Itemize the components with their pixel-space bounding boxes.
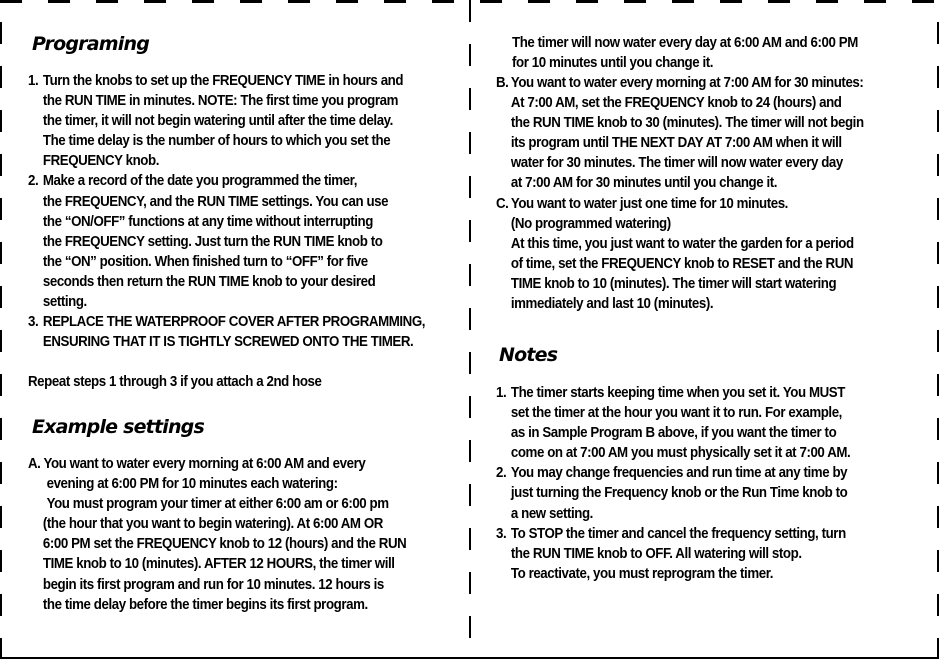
example-label: B. bbox=[496, 75, 509, 91]
example-line: You must program your timer at either 6:00 am or 6:00 pm bbox=[46, 496, 389, 513]
example-line: immediately and last 10 (minutes). bbox=[510, 296, 714, 313]
example-line: the RUN TIME knob to 30 (minutes). The timer will not begin bbox=[510, 115, 864, 132]
example-line: At 7:00 AM, set the FREQUENCY knob to 24 (hours) and bbox=[510, 95, 842, 112]
example-line: 6:00 PM set the FREQUENCY knob to 12 (hours) and the RUN bbox=[42, 536, 407, 553]
programing-heading: Programing bbox=[32, 33, 149, 55]
example-a-continued bbox=[512, 33, 858, 73]
step-3 bbox=[28, 312, 425, 352]
note-line: The timer starts keeping time when you set it. You MUST bbox=[510, 385, 845, 401]
example-line: You want to water every morning at 7:00 AM for 30 minutes: bbox=[510, 75, 864, 91]
step-line: Make a record of the date you programmed the timer, bbox=[42, 173, 357, 190]
step-line: the FREQUENCY setting. Just turn the RUN TIME knob to bbox=[42, 233, 383, 250]
step-line: the timer, it will not begin watering until after the time delay. bbox=[42, 113, 393, 130]
example-line: At this time, you just want to water the garden for a period bbox=[510, 235, 854, 252]
example-line: TIME knob to 10 (minutes). The timer will start watering bbox=[510, 275, 837, 292]
repeat-note: Repeat steps 1 through 3 if you attach a 2nd hose bbox=[28, 374, 322, 390]
step-line: the “ON/OFF” functions at any time without interrupting bbox=[42, 213, 373, 230]
step-number: 3. bbox=[28, 314, 39, 331]
step-line: The time delay is the number of hours to which you set the bbox=[42, 133, 391, 150]
step-line: ENSURING THAT IT IS TIGHTLY SCREWED ONTO THE TIMER. bbox=[42, 334, 414, 351]
example-b bbox=[496, 73, 864, 194]
note-line: the RUN TIME knob to OFF. All watering will stop. bbox=[510, 545, 802, 562]
step-line: setting. bbox=[42, 294, 87, 311]
note-number: 2. bbox=[496, 465, 507, 482]
example-label: A. bbox=[28, 456, 41, 472]
example-line: TIME knob to 10 (minutes). AFTER 12 HOURS, the timer will bbox=[42, 556, 395, 573]
example-settings-heading: Example settings bbox=[32, 416, 204, 438]
example-line: evening at 6:00 PM for 10 minutes each watering: bbox=[46, 476, 338, 493]
fold-line-center bbox=[469, 0, 471, 659]
example-line: its program until THE NEXT DAY AT 7:00 AM when it will bbox=[510, 135, 842, 152]
note-line: as in Sample Program B above, if you want the timer to bbox=[510, 425, 837, 442]
step-1 bbox=[28, 71, 425, 171]
example-a bbox=[28, 454, 406, 615]
note-line: To reactivate, you must reprogram the timer. bbox=[510, 565, 774, 582]
example-line: (No programmed watering) bbox=[510, 215, 671, 232]
step-line: the RUN TIME in minutes. NOTE: The first time you program bbox=[42, 93, 398, 110]
step-number: 1. bbox=[28, 73, 39, 89]
example-a-first-line: A. You want to water every morning at 6:00 AM and every bbox=[28, 456, 366, 472]
note-number: 1. bbox=[496, 385, 507, 401]
example-line: at 7:00 AM for 30 minutes until you change it. bbox=[510, 175, 778, 192]
note-line: To STOP the timer and cancel the frequency setting, turn bbox=[510, 525, 846, 542]
example-line: for 10 minutes until you change it. bbox=[512, 55, 714, 72]
note-1 bbox=[496, 383, 850, 463]
step-line: REPLACE THE WATERPROOF COVER AFTER PROGRAMMING, bbox=[42, 314, 426, 331]
example-line: You want to water just one time for 10 minutes. bbox=[510, 195, 788, 212]
note-line: come on at 7:00 AM you must physically set it at 7:00 AM. bbox=[510, 445, 851, 462]
step-line: seconds then return the RUN TIME knob to your desired bbox=[42, 273, 376, 290]
note-3 bbox=[496, 524, 850, 584]
note-line: You may change frequencies and run time at any time by bbox=[510, 465, 848, 482]
step-number: 2. bbox=[28, 173, 39, 190]
step-2 bbox=[28, 171, 425, 312]
step-line: FREQUENCY knob. bbox=[42, 153, 159, 170]
note-line: a new setting. bbox=[510, 505, 593, 522]
notes-heading: Notes bbox=[499, 344, 558, 366]
example-line: of time, set the FREQUENCY knob to RESET and the RUN bbox=[510, 255, 854, 272]
examples-b-c bbox=[496, 73, 864, 314]
note-line: just turning the Frequency knob or the Run Time knob to bbox=[510, 485, 848, 502]
step-line: the FREQUENCY, and the RUN TIME settings. You can use bbox=[42, 193, 389, 210]
example-label: C. bbox=[496, 195, 509, 212]
example-c bbox=[496, 194, 864, 315]
step-line: Turn the knobs to set up the FREQUENCY TIME in hours and bbox=[42, 73, 404, 89]
example-line: The timer will now water every day at 6:00 AM and 6:00 PM bbox=[512, 35, 858, 51]
programing-steps bbox=[28, 71, 425, 352]
example-line: water for 30 minutes. The timer will now water every day bbox=[510, 155, 843, 172]
notes-list bbox=[496, 383, 850, 584]
cut-line-left bbox=[0, 0, 2, 659]
example-line: begin its first program and run for 10 minutes. 12 hours is bbox=[42, 576, 384, 593]
note-2 bbox=[496, 463, 850, 523]
example-line: (the hour that you want to begin watering). At 6:00 AM OR bbox=[42, 516, 383, 533]
step-line: the “ON” position. When finished turn to “OFF” for five bbox=[42, 253, 368, 270]
example-line: the time delay before the timer begins its first program. bbox=[42, 596, 368, 613]
note-line: set the timer at the hour you want it to run. For example, bbox=[510, 405, 842, 422]
note-number: 3. bbox=[496, 525, 507, 542]
